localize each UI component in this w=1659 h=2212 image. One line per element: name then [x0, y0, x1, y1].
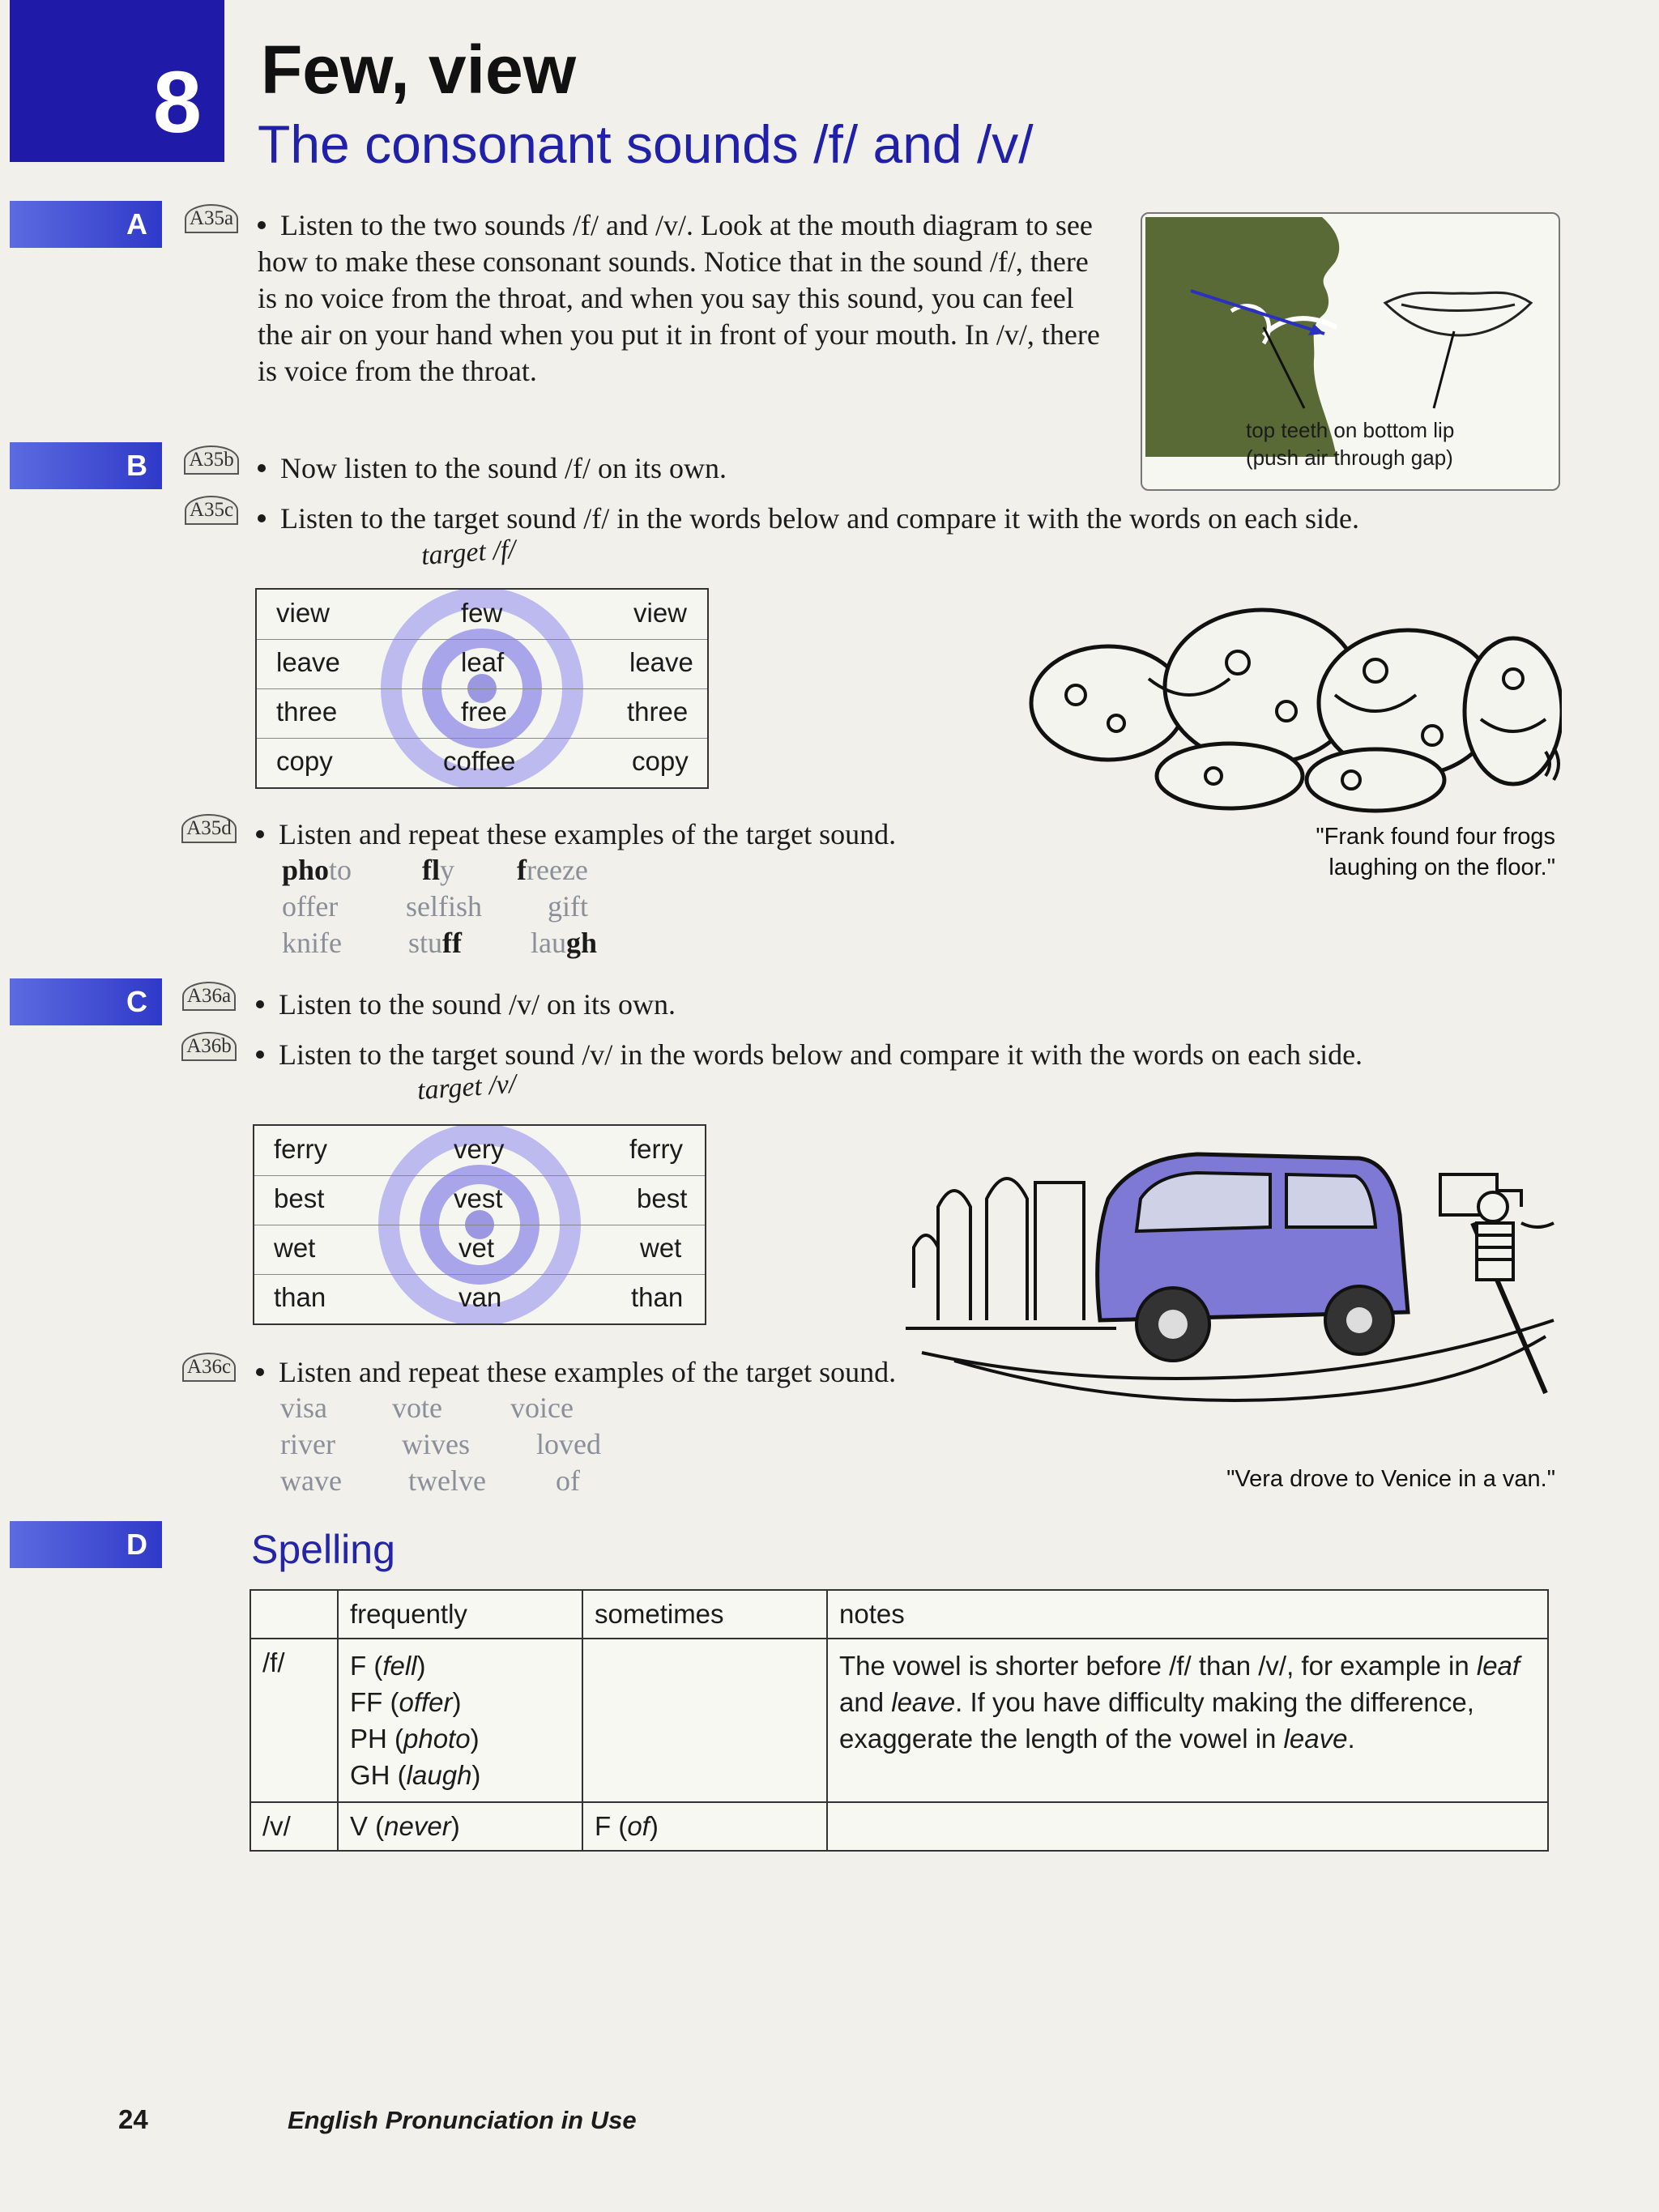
audio-track-icon[interactable]: A35a [186, 204, 237, 245]
example-word: of [556, 1464, 580, 1497]
section-a-text: Listen to the two sounds /f/ and /v/. Look at the mouth diagram to see how to make these consonant sounds. Notice that in the sound /f/, there is no voice from the throat, and when you say this sound, you can feel the air on your hand when you put it in front of your mouth. In /v/, there is voice from the throat. [258, 209, 1100, 387]
section-c-text-1: Listen to the sound /v/ on its own. [256, 987, 676, 1023]
table-row: copy coffee copy [276, 746, 689, 776]
bullet-icon [258, 221, 266, 229]
section-c-text-3: Listen and repeat these examples of the target sound. [256, 1354, 896, 1391]
table-row: /v/ V (never) F (of) [250, 1802, 1548, 1851]
section-label-a: A [10, 201, 162, 248]
example-word: visa [280, 1392, 327, 1424]
example-word: voice [510, 1392, 574, 1424]
example-word: fly [422, 854, 454, 886]
example-word: vote [392, 1392, 442, 1424]
bullet-icon [258, 464, 266, 472]
word-table-f [255, 588, 709, 789]
bullet-icon [258, 514, 266, 522]
example-word: selfish [406, 890, 482, 923]
audio-track-icon[interactable]: A36c [184, 1353, 234, 1393]
unit-number-box [10, 0, 224, 162]
table-row: three free three [276, 697, 689, 727]
examples-f [282, 852, 687, 965]
example-word: stuff [408, 927, 462, 959]
table-row: frequently sometimes notes [250, 1590, 1548, 1639]
example-word: twelve [408, 1464, 486, 1497]
audio-track-icon[interactable]: A35c [186, 496, 237, 536]
mouth-diagram-caption: top teeth on bottom lip (push air through gap) [1246, 418, 1455, 470]
example-word: offer [282, 890, 339, 923]
table-row: /f/ F (fell) FF (offer) PH (photo) GH (laugh) The vowel is shorter before /f/ than /v/, for example in leaf and leave. If you have difficulty making the difference, exaggerate the length of the vowel in leave. [250, 1639, 1548, 1802]
frogs-icon [1027, 582, 1562, 816]
bullet-icon [256, 1000, 264, 1008]
table-row: leave leaf leave [276, 647, 693, 677]
unit-number: 8 [152, 53, 202, 151]
bullet-icon [256, 1051, 264, 1059]
van-gondola-icon [906, 1126, 1570, 1417]
word-table-v [253, 1124, 706, 1325]
section-b-text-1: Now listen to the sound /f/ on its own. [258, 450, 727, 487]
example-word: loved [536, 1428, 601, 1460]
bullet-icon [256, 1368, 264, 1376]
spelling-heading: Spelling [251, 1527, 395, 1572]
frogs-caption: "Frank found four frogs laughing on the floor." [1316, 824, 1555, 880]
spelling-table [249, 1589, 1549, 1852]
section-label-b: B [10, 442, 162, 489]
frogs-illustration [1027, 582, 1562, 816]
audio-track-icon[interactable]: A36b [184, 1032, 234, 1072]
audio-track-icon[interactable]: A35d [184, 814, 234, 855]
examples-v [280, 1390, 685, 1503]
example-word: gift [548, 890, 589, 923]
table-row: ferry very ferry [274, 1134, 683, 1164]
section-label-d: D [10, 1521, 162, 1568]
bullet-icon [256, 830, 264, 838]
audio-track-icon[interactable]: A35b [186, 445, 237, 486]
section-label-c: C [10, 978, 162, 1025]
target-label-v: target /v/ [416, 1068, 518, 1106]
page-number: 24 [118, 2104, 148, 2134]
section-c-text-2: Listen to the target sound /v/ in the words below and compare it with the words on each side. [256, 1037, 1363, 1073]
audio-track-icon[interactable]: A36a [184, 982, 234, 1022]
page-title: Few, view [261, 32, 577, 108]
example-word: freeze [517, 854, 588, 886]
example-word: laugh [531, 927, 598, 959]
example-word: wave [280, 1464, 342, 1497]
example-word: river [280, 1428, 335, 1460]
section-b-text-2: Listen to the target sound /f/ in the words below and compare it with the words on each side. [258, 501, 1359, 537]
page-subtitle: The consonant sounds /f/ and /v/ [258, 114, 1034, 174]
table-row: wet vet wet [274, 1233, 682, 1263]
mouth-diagram [1141, 212, 1560, 491]
section-b-text-3: Listen and repeat these examples of the target sound. [256, 816, 896, 853]
example-word: wives [402, 1428, 470, 1460]
table-row: than van than [274, 1282, 684, 1312]
table-row: view few view [276, 598, 688, 628]
example-word: knife [282, 927, 342, 959]
target-label-f: target /f/ [420, 534, 517, 572]
van-caption: "Vera drove to Venice in a van." [1226, 1466, 1555, 1492]
van-illustration [906, 1126, 1570, 1417]
example-word: photo [282, 854, 352, 886]
book-title: English Pronunciation in Use [288, 2106, 637, 2134]
table-row: best vest best [274, 1183, 688, 1213]
